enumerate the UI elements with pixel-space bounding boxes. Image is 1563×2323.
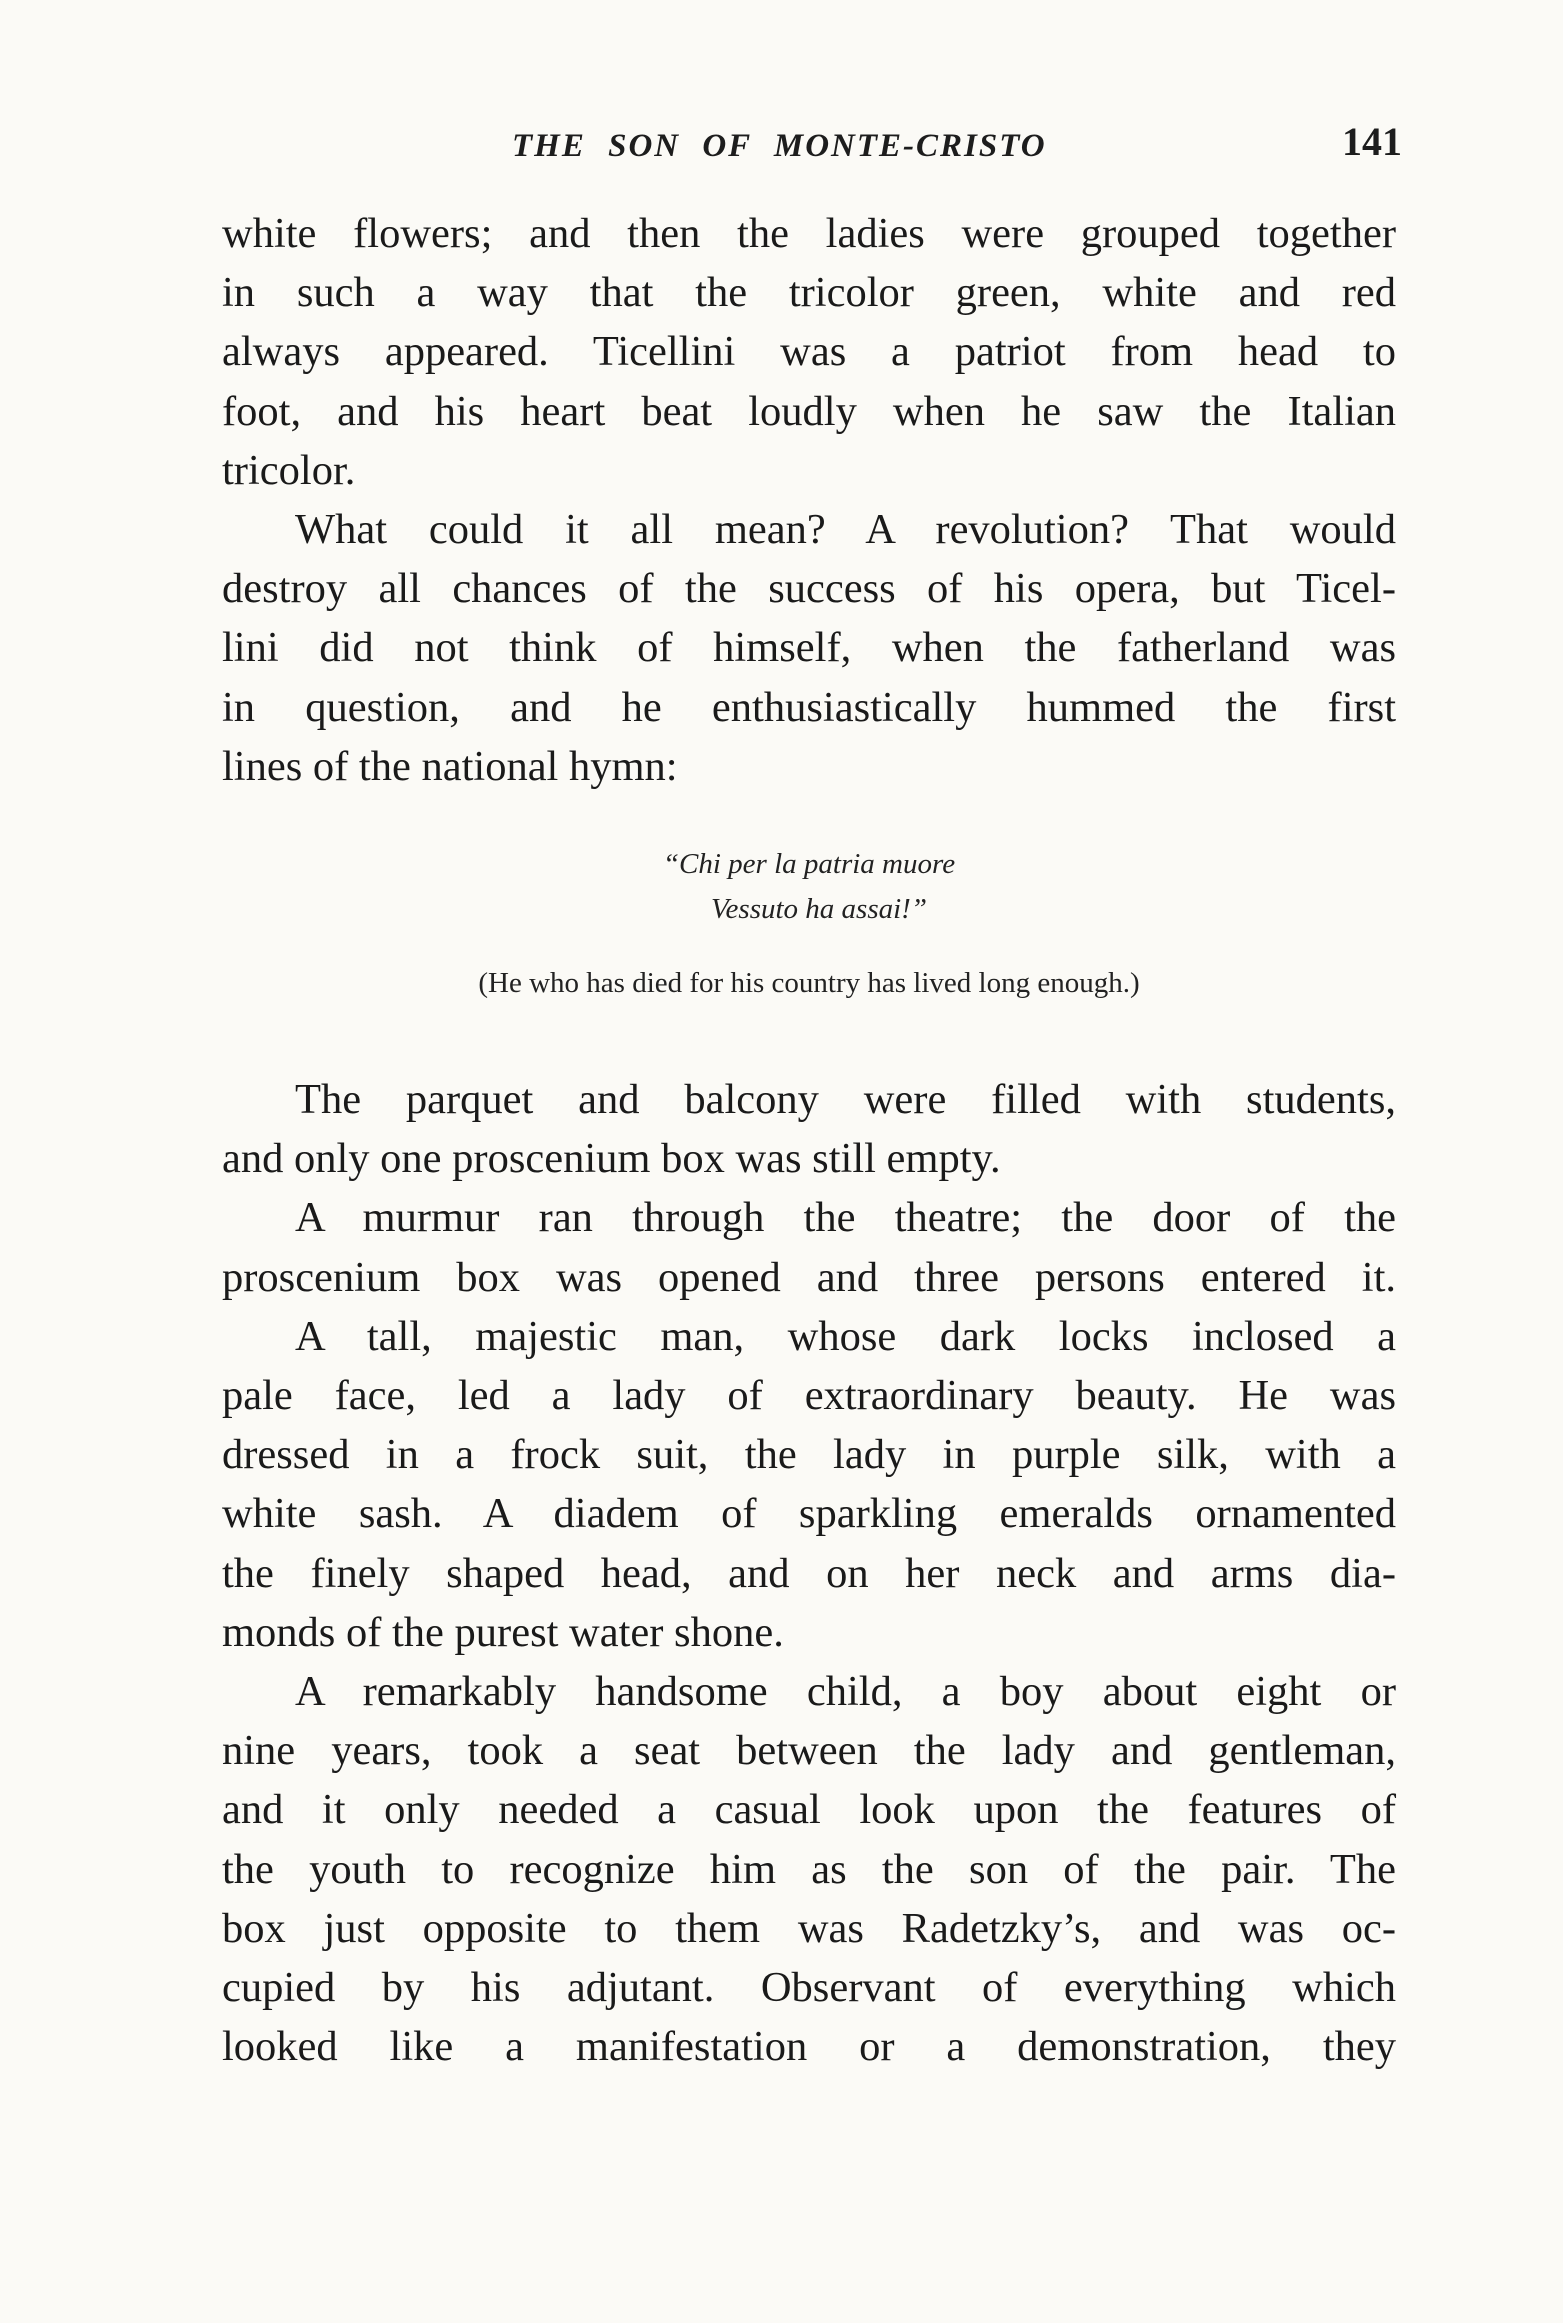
running-header [222, 118, 1402, 178]
paragraph-4 [222, 1188, 1396, 1306]
text-line: A murmur ran through the theatre; the door of the [295, 1194, 1396, 1242]
text-line: and only one proscenium box was still empty. [222, 1135, 1001, 1183]
page-number: 141 [1342, 119, 1402, 164]
text-line: cupied by his adjutant. Observant of everything which [222, 1964, 1396, 2012]
paragraph-2 [222, 500, 1396, 796]
poem-quote [222, 842, 1396, 932]
paragraph-5 [222, 1307, 1396, 1662]
text-line: box just opposite to them was Radetzky’s, and was oc- [222, 1904, 1396, 1952]
text-line: proscenium box was opened and three persons entered it. [222, 1253, 1396, 1301]
text-line: always appeared. Ticellini was a patriot from head to [222, 328, 1396, 376]
text-line: monds of the purest water shone. [222, 1608, 784, 1656]
text-line: in question, and he enthusiastically hummed the first [222, 683, 1396, 731]
text-line: the youth to recognize him as the son of the pair. The [222, 1845, 1396, 1893]
text-line: A tall, majestic man, whose dark locks inclosed a [295, 1312, 1396, 1360]
text-line: tricolor. [222, 446, 356, 494]
text-line: The parquet and balcony were filled with students, [295, 1076, 1396, 1123]
body-text-top [222, 204, 1396, 796]
text-line: foot, and his heart beat loudly when he saw the Italian [222, 387, 1396, 435]
text-line: pale face, led a lady of extraordinary beauty. He was [222, 1372, 1396, 1420]
text-line: nine years, took a seat between the lady and gentleman, [222, 1727, 1396, 1775]
text-line: and it only needed a casual look upon the features of [222, 1786, 1396, 1834]
text-line: in such a way that the tricolor green, white and red [222, 269, 1396, 317]
text-line: What could it all mean? A revolution? That would [295, 506, 1396, 554]
poem-line: “Chi per la patria muore [662, 848, 956, 880]
body-text-bottom [222, 1070, 1396, 2076]
running-title: THE SON OF MONTE-CRISTO [512, 128, 1047, 164]
text-line: white flowers; and then the ladies were grouped together [222, 210, 1396, 257]
text-line: dressed in a frock suit, the lady in purple silk, with a [222, 1431, 1396, 1479]
text-line: the finely shaped head, and on her neck and arms dia- [222, 1549, 1396, 1597]
text-line: lines of the national hymn: [222, 742, 678, 790]
text-line: destroy all chances of the success of his opera, but Ticel- [222, 565, 1396, 613]
text-line: lini did not think of himself, when the fatherland was [222, 624, 1396, 672]
paragraph-1 [222, 204, 1396, 500]
paragraph-6 [222, 1662, 1396, 2076]
text-line: A remarkably handsome child, a boy about eight or [295, 1668, 1396, 1716]
text-line: white sash. A diadem of sparkling emeralds ornamented [222, 1490, 1396, 1538]
paragraph-3 [222, 1070, 1396, 1188]
text-line: looked like a manifestation or a demonstration, they [222, 2023, 1396, 2071]
poem-line: Vessuto ha assai!” [711, 893, 927, 925]
poem-translation: (He who has died for his country has lived long enough.) [478, 967, 1140, 999]
